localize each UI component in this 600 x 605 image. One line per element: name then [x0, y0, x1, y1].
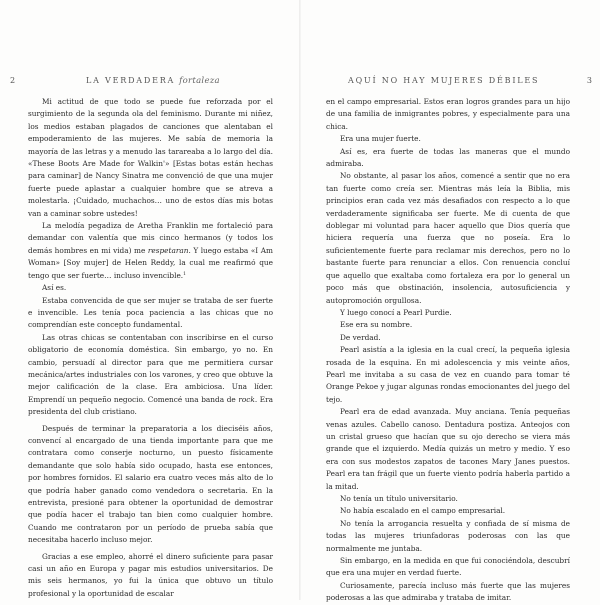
paragraph-text: Pearl asistía a la iglesia en la cual crecí, la pequeña iglesia rosada de la esquina. En mi adolescencia y mis veinte años, Pearl me invitaba a su casa de vez en cuando para tomar té Orange Pekoe y jugar algunas rondas emocionantes del juego del tejo.	[326, 345, 570, 404]
paragraph-text: Después de terminar la preparatoria a los dieciséis años, convencí al encargado de una tienda importante para que me contratara como conserje nocturno, un puesto físicamente demandante que solo había sido ocupado, hasta ese entonces, por hombres fornidos. El salario era cuatro veces más alto de lo que podría haber ganado como vendedora o secretaria. En la entrevista, presioné para obtener la oportunidad de demostrar que podía hacer el trabajo tan bien como cualquier hombre. Cuando me contrataron por un período de prueba sabía que necesitaba hacerlo incluso mejor.	[28, 423, 273, 545]
right-paragraph	[326, 170, 570, 306]
right-page	[300, 0, 600, 603]
left-paragraph	[28, 220, 273, 282]
paragraph-text: La melodía pegadiza de Aretha Franklin me fortaleció para demandar con valentía que mis cinco hermanos (y todos los demás hombres en mi vida) me	[28, 221, 273, 255]
left-paragraph	[28, 282, 273, 294]
right-running-header	[348, 76, 592, 92]
right-body-text	[326, 96, 570, 605]
left-paragraph	[28, 96, 273, 220]
paragraph-text: Ese era su nombre.	[340, 320, 413, 330]
left-paragraph	[28, 551, 273, 601]
left-header-title	[86, 76, 220, 86]
left-paragraph	[28, 332, 273, 419]
right-header-title: AQUÍ NO HAY MUJERES DÉBILES	[348, 76, 540, 85]
right-paragraph	[326, 518, 570, 555]
paragraph-text: No obstante, al pasar los años, comencé a sentir que no era tan fuerte como creía ser. Mientras más leía la Biblia, mis principios eran cada vez más desafiados con respecto a lo que verdaderamente significaba ser fuerte. Me di cuenta de que doblegar mi voluntad para hacer aquello que Dios quería que hiciera requería una fuerza que no poseía. Era lo suficientemente fuerte para reclamar mis derechos, pero no lo bastante fuerte para renunciar a ellos. Con renuencia concluí que aquello que exaltaba como fortaleza era por lo general un poco más que obstinación, insolencia, autosuficiencia y autopromoción orgullosa.	[326, 171, 570, 305]
right-paragraph	[326, 505, 570, 517]
right-paragraph	[326, 146, 570, 171]
emphasis-text: respetaran	[147, 245, 189, 255]
paragraph-text: No tenía la arrogancia resuelta y confiada de sí misma de todas las mujeres triunfadoras poderosas con las que normalmente me juntaba.	[326, 518, 570, 553]
paragraph-text: No tenía un título universitario.	[340, 494, 458, 503]
left-paragraph	[28, 423, 273, 547]
paragraph-text: Curiosamente, parecía incluso más fuerte que las mujeres poderosas a las que admiraba y trataba de imitar.	[326, 580, 570, 603]
footnote-marker: 1	[183, 271, 186, 277]
paragraph-text: Así es.	[42, 283, 67, 293]
right-paragraph	[326, 580, 570, 605]
left-paragraph	[28, 295, 273, 332]
paragraph-text: Y luego conocí a Pearl Purdie.	[340, 307, 452, 317]
paragraph-text: No había escalado en el campo empresarial.	[340, 506, 506, 516]
right-paragraph	[326, 307, 570, 319]
right-paragraph	[326, 406, 570, 493]
left-page	[0, 0, 300, 600]
paragraph-text: . Era presidenta del club cristiano.	[28, 394, 273, 417]
paragraph-text: Estaba convencida de que ser mujer se trataba de ser fuerte e invencible. Les tenía poca paciencia a las chicas que no comprendían este concepto fundamental.	[28, 295, 273, 330]
paragraph-text: Sin embargo, en la medida en que fui conociéndola, descubrí que era una mujer en verdad fuerte.	[326, 556, 570, 578]
emphasis-text: rock	[238, 394, 255, 404]
left-page-number: 2	[10, 76, 16, 85]
paragraph-text: . Y luego estaba «I Am Woman» [Soy mujer] de Helen Reddy, la cual me reafirmó que tengo que ser fuerte… incluso invencible.	[28, 245, 273, 280]
left-body-text	[28, 96, 273, 600]
paragraph-text: Así es, era fuerte de todas las maneras que el mundo admiraba.	[326, 146, 570, 169]
left-header-title-text: LA VERDADERA	[86, 76, 176, 85]
paragraph-text: Pearl era de edad avanzada. Muy anciana. Tenía pequeñas venas azules. Cabello canoso. Dentadura postiza. Anteojos con un cristal grueso que hacían que su ojo derecho se viera más grande que el izquierdo. Medía quizás un metro y medio. Y eso era con sus modestos zapatos de tacones Mary Janes puestos. Pearl era tan frágil que un fuerte viento podría haberla partido a la mitad.	[326, 407, 570, 491]
right-paragraph	[326, 96, 570, 133]
right-paragraph	[326, 344, 570, 406]
right-paragraph	[326, 332, 570, 344]
paragraph-text: De verdad.	[340, 332, 381, 342]
right-paragraph	[326, 319, 570, 331]
right-paragraph	[326, 555, 570, 580]
right-paragraph	[326, 133, 570, 145]
right-paragraph	[326, 493, 570, 505]
paragraph-text: Era una mujer fuerte.	[340, 134, 421, 144]
paragraph-text: en el campo empresarial. Estos eran logros grandes para un hijo de una familia de inmigrantes pobres, y especialmente para una chica.	[326, 97, 570, 131]
right-page-number: 3	[586, 76, 592, 85]
paragraph-text: Las otras chicas se contentaban con inscribirse en el curso obligatorio de economía doméstica. Sin embargo, yo no. En cambio, persuadí al director para que me permitiera cursar mecánica/artes industriales con los varones, y creo que obtuve la mejor calificación de la clase. Era ambiciosa. Una líder. Emprendí un pequeño negocio. Comencé una banda de	[28, 332, 273, 404]
left-header-script: fortaleza	[179, 76, 220, 86]
paragraph-text: Mi actitud de que todo se puede fue reforzada por el surgimiento de la segunda ola del feminismo. Durante mi niñez, los medios estaban plagados de canciones que alentaban el empoderamiento de las mujeres. Me sabía de memoria la mayoría de las letras y a menudo las tarareaba a lo largo del día. «These Boots Are Made for Walkin'» [Estas botas están hechas para caminar] de Nancy Sinatra me convenció de que una mujer fuerte puede aplastar a cualquier hombre que se atreva a molestarla. ¡Cuidado, muchachos… uno de estos días mis botas van a caminar sobre ustedes!	[28, 97, 273, 218]
left-running-header	[10, 76, 272, 92]
paragraph-text: Gracias a ese empleo, ahorré el dinero suficiente para pasar casi un año en Europa y pagar mis estudios universitarios. De mis seis hermanos, yo fui la única que obtuvo un título profesional y la oportunidad de escalar	[28, 551, 273, 598]
